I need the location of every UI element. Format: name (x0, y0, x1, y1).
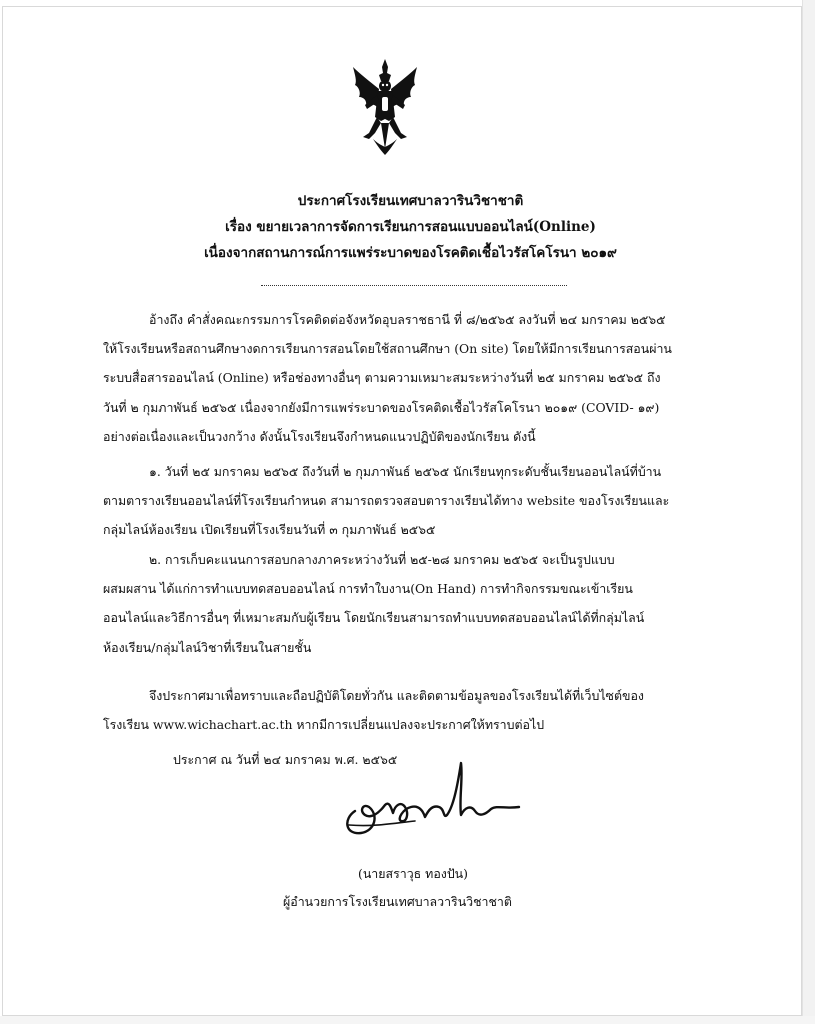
paragraph-line: ๒. การเก็บคะแนนการสอบกลางภาคระหว่างวันที่ ๒๕-๒๘ มกราคม ๒๕๖๕ จะเป็นรูปแบบ (149, 552, 615, 567)
signer-name: (นายสราวุธ ทองปัน) (358, 866, 468, 881)
viewer-edge (802, 0, 815, 1024)
paragraph-reference (103, 305, 726, 451)
paragraph-item-2 (103, 545, 726, 662)
paragraph-closing (103, 681, 726, 739)
paragraph-line: ตามตารางเรียนออนไลน์ที่โรงเรียนกำหนด สามารถตรวจสอบตารางเรียนได้ทาง website ของโรงเรียนและ (103, 493, 670, 509)
paragraph-line: อ้างถึง คำสั่งคณะกรรมการโรคติดต่อจังหวัดอุบลราชธานี ที่ ๘/๒๕๖๕ ลงวันที่ ๒๔ มกราคม ๒๕๖๕ (149, 312, 666, 327)
announcement-subject: เรื่อง ขยายเวลาการจัดการเรียนการสอนแบบออนไลน์(Online) (225, 219, 596, 235)
paragraph-line: จึงประกาศมาเพื่อทราบและถือปฏิบัติโดยทั่วกัน และติดตามข้อมูลของโรงเรียนได้ที่เว็บไซต์ของ (149, 688, 644, 703)
viewer-bottom-edge (0, 1016, 815, 1024)
paragraph-line: ให้โรงเรียนหรือสถานศึกษางดการเรียนการสอนโดยใช้สถานศึกษา (On site) โดยให้มีการเรียนการสอนผ่าน (103, 341, 672, 357)
signer-title: ผู้อำนวยการโรงเรียนเทศบาลวารินวิชาชาติ (283, 894, 512, 909)
announcement-reason: เนื่องจากสถานการณ์การแพร่ระบาดของโรคติดเชื้อไวรัสโคโรนา ๒๐๑๙ (204, 245, 617, 261)
paragraph-line: ห้องเรียน/กลุ่มไลน์วิชาที่เรียนในสายชั้น (103, 639, 312, 655)
paragraph-line: ระบบสื่อสารออนไลน์ (Online) หรือช่องทางอื่นๆ ตามความเหมาะสมระหว่างวันที่ ๒๕ มกราคม ๒๕๖๕ ถึง (103, 370, 661, 386)
dotted-divider (261, 285, 567, 286)
handwritten-signature-icon (335, 749, 535, 849)
announcement-date: ประกาศ ณ วันที่ ๒๔ มกราคม พ.ศ. ๒๕๖๕ (173, 752, 398, 767)
paragraph-line: ผสมผสาน ได้แก่การทำแบบทดสอบออนไลน์ การทำใบงาน(On Hand) การทำกิจกรรมขณะเข้าเรียน (103, 581, 633, 597)
paragraph-line: โรงเรียน www.wichachart.ac.th หากมีการเปลี่ยนแปลงจะประกาศให้ทราบต่อไป (103, 717, 545, 733)
announcement-page (2, 6, 802, 1016)
paragraph-line: วันที่ ๒ กุมภาพันธ์ ๒๕๖๕ เนื่องจากยังมีการแพร่ระบาดของโรคติดเชื้อไวรัสโคโรนา ๒๐๑๙ (COVID- ๑๙) (103, 399, 660, 415)
paragraph-line: กลุ่มไลน์ห้องเรียน เปิดเรียนที่โรงเรียนวันที่ ๓ กุมภาพันธ์ ๒๕๖๕ (103, 522, 436, 538)
paragraph-item-1 (103, 457, 726, 545)
paragraph-line: ออนไลน์และวิธีการอื่นๆ ที่เหมาะสมกับผู้เรียน โดยนักเรียนสามารถทำแบบทดสอบออนไลน์ได้ที่กลุ่มไลน์ (103, 610, 645, 626)
announcement-title: ประกาศโรงเรียนเทศบาลวารินวิชาชาติ (297, 193, 524, 209)
garuda-emblem-icon (351, 59, 419, 157)
paragraph-line: ๑. วันที่ ๒๕ มกราคม ๒๕๖๕ ถึงวันที่ ๒ กุมภาพันธ์ ๒๕๖๕ นักเรียนทุกระดับชั้นเรียนออนไลน์ที่บ้าน (149, 464, 662, 479)
paragraph-line: อย่างต่อเนื่องและเป็นวงกว้าง ดังนั้นโรงเรียนจึงกำหนดแนวปฏิบัติของนักเรียน ดังนี้ (103, 428, 536, 444)
